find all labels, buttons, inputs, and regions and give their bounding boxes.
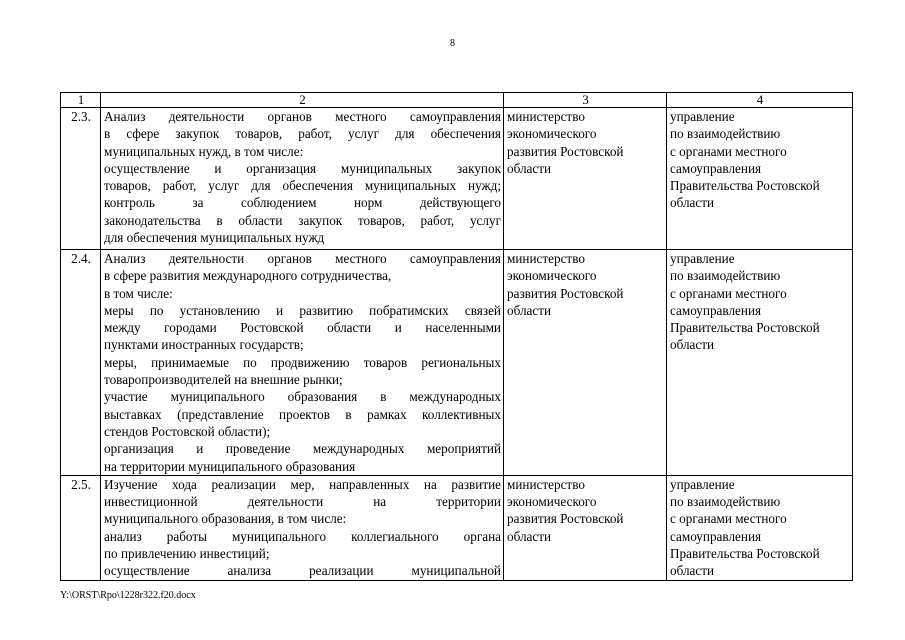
- row-executor: [504, 475, 667, 580]
- row-executor: [504, 108, 667, 250]
- description-line: товаров, работ, услуг для обеспечения муниципальных нужд;: [104, 178, 501, 194]
- page-number: 8: [450, 38, 455, 49]
- row-number: 2.3.: [61, 108, 101, 250]
- description-line: осуществление и организация муниципальных закупок: [104, 160, 501, 176]
- description-line: контроль за соблюдением норм действующего: [104, 195, 501, 211]
- coexecutor-line: области: [670, 563, 715, 579]
- executor-line: министерство: [507, 109, 585, 124]
- description-line: инвестиционной деятельности на территории: [104, 494, 501, 510]
- description-line: на территории муниципального образования: [104, 458, 356, 474]
- description-line: Анализ деятельности органов местного самоуправления: [104, 109, 501, 124]
- executor-line: области: [507, 160, 552, 176]
- coexecutor-line: по взаимодействию: [670, 494, 781, 510]
- description-line: организация и проведение международных мероприятий: [104, 441, 501, 457]
- plan-table: [60, 92, 853, 581]
- row-coexecutor: [667, 475, 853, 580]
- description-line: в том числе:: [104, 285, 173, 301]
- description-line: меры по установлению и развитию побратимских связей: [104, 302, 501, 318]
- row-executor: [504, 250, 667, 476]
- description-line: Изучение хода реализации мер, направленных на развитие: [104, 476, 501, 492]
- row-description: [101, 475, 504, 580]
- coexecutor-line: Правительства Ростовской: [670, 546, 820, 562]
- description-line: между городами Ростовской области и населенными: [104, 320, 501, 336]
- coexecutor-line: с органами местного: [670, 511, 787, 527]
- table-header-row: [61, 93, 853, 108]
- coexecutor-line: с органами местного: [670, 285, 787, 301]
- coexecutor-line: управление: [670, 251, 735, 266]
- description-line: осуществление анализа реализации муниципальной: [104, 563, 501, 579]
- description-line: участие муниципального образования в международных: [104, 389, 501, 405]
- header-cell-2: 2: [101, 93, 504, 108]
- row-description: [101, 108, 504, 250]
- executor-line: развития Ростовской: [507, 143, 624, 159]
- executor-line: экономического: [507, 494, 597, 510]
- executor-line: министерство: [507, 251, 585, 266]
- header-cell-3: 3: [504, 93, 667, 108]
- description-line: товаропроизводителей на внешние рынки;: [104, 372, 343, 388]
- header-cell-4: 4: [667, 93, 853, 108]
- description-line: стендов Ростовской области);: [104, 423, 271, 439]
- description-line: в сфере закупок товаров, работ, услуг для обеспечения: [104, 126, 501, 142]
- coexecutor-line: самоуправления: [670, 302, 762, 318]
- row-coexecutor: [667, 108, 853, 250]
- coexecutor-line: Правительства Ростовской: [670, 320, 820, 336]
- table-row: [61, 108, 853, 250]
- row-coexecutor: [667, 250, 853, 476]
- description-line: Анализ деятельности органов местного самоуправления: [104, 251, 501, 266]
- description-line: по привлечению инвестиций;: [104, 546, 270, 562]
- description-line: пунктами иностранных государств;: [104, 337, 304, 353]
- footer-file-path: Y:\ORST\Rpo\1228r322.f20.docx: [60, 590, 196, 601]
- coexecutor-line: самоуправления: [670, 160, 762, 176]
- description-line: меры, принимаемые по продвижению товаров региональных: [104, 354, 501, 370]
- description-line: для обеспечения муниципальных нужд: [104, 230, 325, 246]
- description-line: выставках (представление проектов в рамках коллективных: [104, 406, 501, 422]
- description-line: муниципального образования, в том числе:: [104, 511, 347, 527]
- header-cell-1: 1: [61, 93, 101, 108]
- row-number: 2.5.: [61, 475, 101, 580]
- executor-line: экономического: [507, 126, 597, 142]
- row-number: 2.4.: [61, 250, 101, 476]
- description-line: законодательства в области закупок товаров, работ, услуг: [104, 212, 501, 228]
- coexecutor-line: Правительства Ростовской: [670, 178, 820, 194]
- table-row: [61, 250, 853, 476]
- coexecutor-line: с органами местного: [670, 143, 787, 159]
- coexecutor-line: самоуправления: [670, 528, 762, 544]
- row-description: [101, 250, 504, 476]
- executor-line: экономического: [507, 268, 597, 284]
- executor-line: области: [507, 302, 552, 318]
- coexecutor-line: по взаимодействию: [670, 268, 781, 284]
- description-line: муниципальных нужд, в том числе:: [104, 143, 304, 159]
- coexecutor-line: управление: [670, 109, 735, 124]
- executor-line: области: [507, 528, 552, 544]
- description-line: анализ работы муниципального коллегиального органа: [104, 528, 501, 544]
- coexecutor-line: области: [670, 195, 715, 211]
- description-line: в сфере развития международного сотрудничества,: [104, 268, 392, 284]
- executor-line: развития Ростовской: [507, 285, 624, 301]
- coexecutor-line: по взаимодействию: [670, 126, 781, 142]
- executor-line: министерство: [507, 476, 585, 492]
- coexecutor-line: области: [670, 337, 715, 353]
- executor-line: развития Ростовской: [507, 511, 624, 527]
- table-row: [61, 475, 853, 580]
- coexecutor-line: управление: [670, 476, 735, 492]
